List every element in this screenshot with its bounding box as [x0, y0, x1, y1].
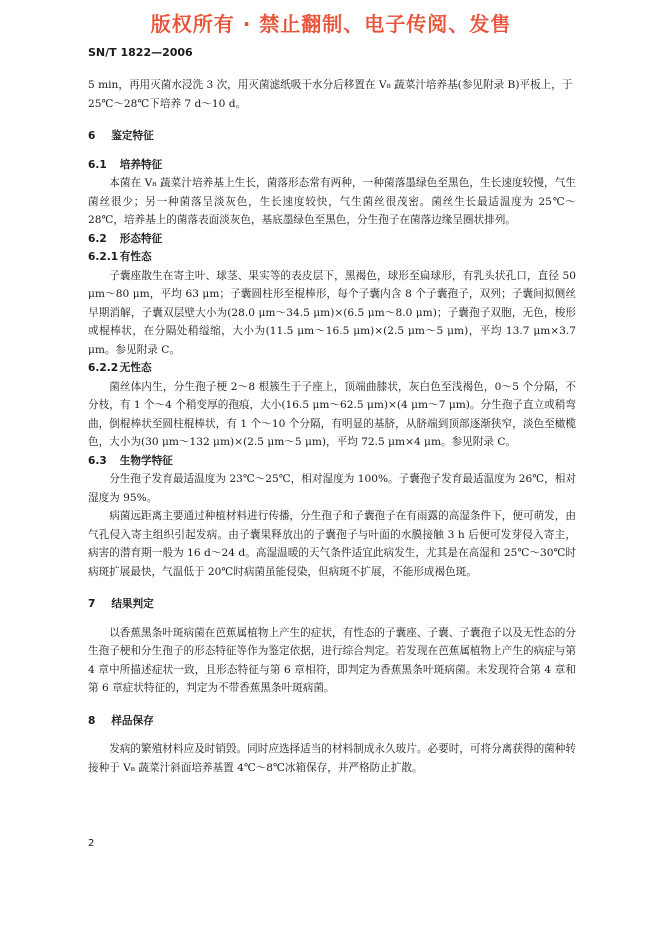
section-number: 6: [88, 130, 96, 142]
section-number: 7: [88, 598, 96, 610]
section-number: 6.1: [88, 158, 107, 171]
section-title: 生物学特征: [119, 454, 173, 467]
section-7-heading: [88, 595, 576, 614]
section-6-3-heading: [88, 452, 576, 471]
biology-paragraph-2: 病菌远距离主要通过种植材料进行传播，分生孢子和子囊孢子在有雨露的高湿条件下，便可萌发，由气孔侵入寄主组织引起发病。由子囊果释放出的子囊孢子与叶面的水膜接触 3 h 后便可发芽侵入寄主，病害的潜育期一般为 16 d～24 d。高湿温暖的天气条件适宜此病发生，尤其是在高湿和 25℃～30℃时病斑扩展最快，气温低于 20℃时病菌虽能侵染，但病斑不扩展，不能形成褐色斑。: [88, 510, 576, 578]
section-title: 有性态: [119, 251, 152, 263]
sample-storage-paragraph: 发病的繁殖材料应及时销毁。同时应选择适当的材料制成永久玻片。必要时，可将分离获得的菌种转接种于 V₈ 蔬菜汁斜面培养基置 4℃～8℃冰箱保存，并严格防止扩散。: [88, 743, 576, 774]
section-title: 培养特征: [119, 158, 163, 171]
section-title: 鉴定特征: [111, 130, 154, 142]
section-title: 样品保存: [111, 714, 154, 727]
section-6-heading: [88, 127, 576, 146]
section-number: 8: [88, 714, 96, 727]
section-8-heading: [88, 712, 576, 731]
standard-number: SN/T 1822—2006: [88, 46, 193, 59]
section-title: 结果判定: [111, 598, 154, 610]
document-body: [88, 76, 576, 777]
page-number: 2: [88, 838, 95, 849]
section-6-2-2-heading: [88, 359, 576, 378]
intro-paragraph: 5 min，再用灭菌水浸洗 3 次，用灭菌滤纸吸干水分后移置在 V₈ 蔬菜汁培养基(参见附录 B)平板上，于 25℃～28℃下培养 7 d～10 d。: [88, 79, 573, 110]
biology-paragraph-1: 分生孢子发育最适温度为 23℃～25℃，相对湿度为 100%。子囊孢子发育最适温度为 26℃，相对湿度为 95%。: [88, 473, 576, 504]
section-6-2-1-heading: [88, 248, 576, 267]
section-number: 6.2: [88, 232, 107, 245]
section-6-1-heading: [88, 156, 576, 175]
section-number: 6.2.2: [88, 362, 119, 374]
result-judgment-paragraph: 以香蕉黑条叶斑病菌在芭蕉属植物上产生的症状，有性态的子囊座、子囊、子囊孢子以及无性态的分生孢子梗和分生孢子的形态特征等作为鉴定依据，进行综合判定。若发现在芭蕉属植物上产生的病症与第 4 章中所描述症状一致，且形态特征与第 6 章相符，即判定为香蕉黑条叶斑病菌。未发现符合第 4 章和第 6 章症状特征的，判定为不带香蕉黑条叶斑病菌。: [88, 626, 576, 694]
section-6-2-heading: [88, 230, 576, 249]
section-number: 6.3: [88, 454, 107, 467]
culture-characteristics-paragraph: 本菌在 V₈ 蔬菜汁培养基上生长，菌落形态常有两种，一种菌落墨绿色至黑色，生长速度较慢，气生菌丝很少；另一种菌落呈淡灰色，生长速度较快，气生菌丝很茂密。菌丝生长最适温度为 25℃～28℃，培养基上的菌落表面淡灰色，基底墨绿色至黑色，分生孢子在菌落边缘呈圈状排列。: [88, 177, 576, 226]
copyright-banner: 版权所有 · 禁止翻制、电子传阅、发售: [150, 12, 512, 36]
section-title: 无性态: [119, 362, 152, 374]
sexual-stage-paragraph: 子囊座散生在寄主叶、球茎、果实等的表皮层下，黑褐色，球形至扁球形，有乳头状孔口，直径 50 μm～80 μm，平均 63 μm；子囊圆柱形至棍棒形，每个子囊内含 8 个子囊孢子，双列；子囊间拟侧丝早期消解，子囊双层壁大小为(28.0 μm～34.5 μm)×(6.5 μm～8.0 μm)；子囊孢子双胞，无色，梭形或棍棒状，在分隔处稍缢缩，大小为(11.5 μm～16.5 μm)×(2.5 μm～5 μm)，平均 13.7 μm×3.7 μm。参见附录 C。: [88, 269, 576, 356]
section-number: 6.2.1: [88, 251, 119, 263]
section-title: 形态特征: [119, 232, 163, 245]
asexual-stage-paragraph: 菌丝体内生，分生孢子梗 2～8 根簇生于子座上，顶端曲膝状，灰白色至浅褐色，0～5 个分隔，不分枝，有 1 个～4 个稍变厚的孢痕，大小(16.5 μm～62.5 μm)×(4 μm～7 μm)。分生孢子直立或稍弯曲，倒棍棒状至圆柱棍棒状，有 1 个～10 个分隔，有明显的基脐，从脐端到顶部逐渐狭窄，淡色至橄榄色，大小为(30 μm～132 μm)×(2.5 μm～5 μm)，平均 72.5 μm×4 μm。参见附录 C。: [88, 380, 576, 448]
